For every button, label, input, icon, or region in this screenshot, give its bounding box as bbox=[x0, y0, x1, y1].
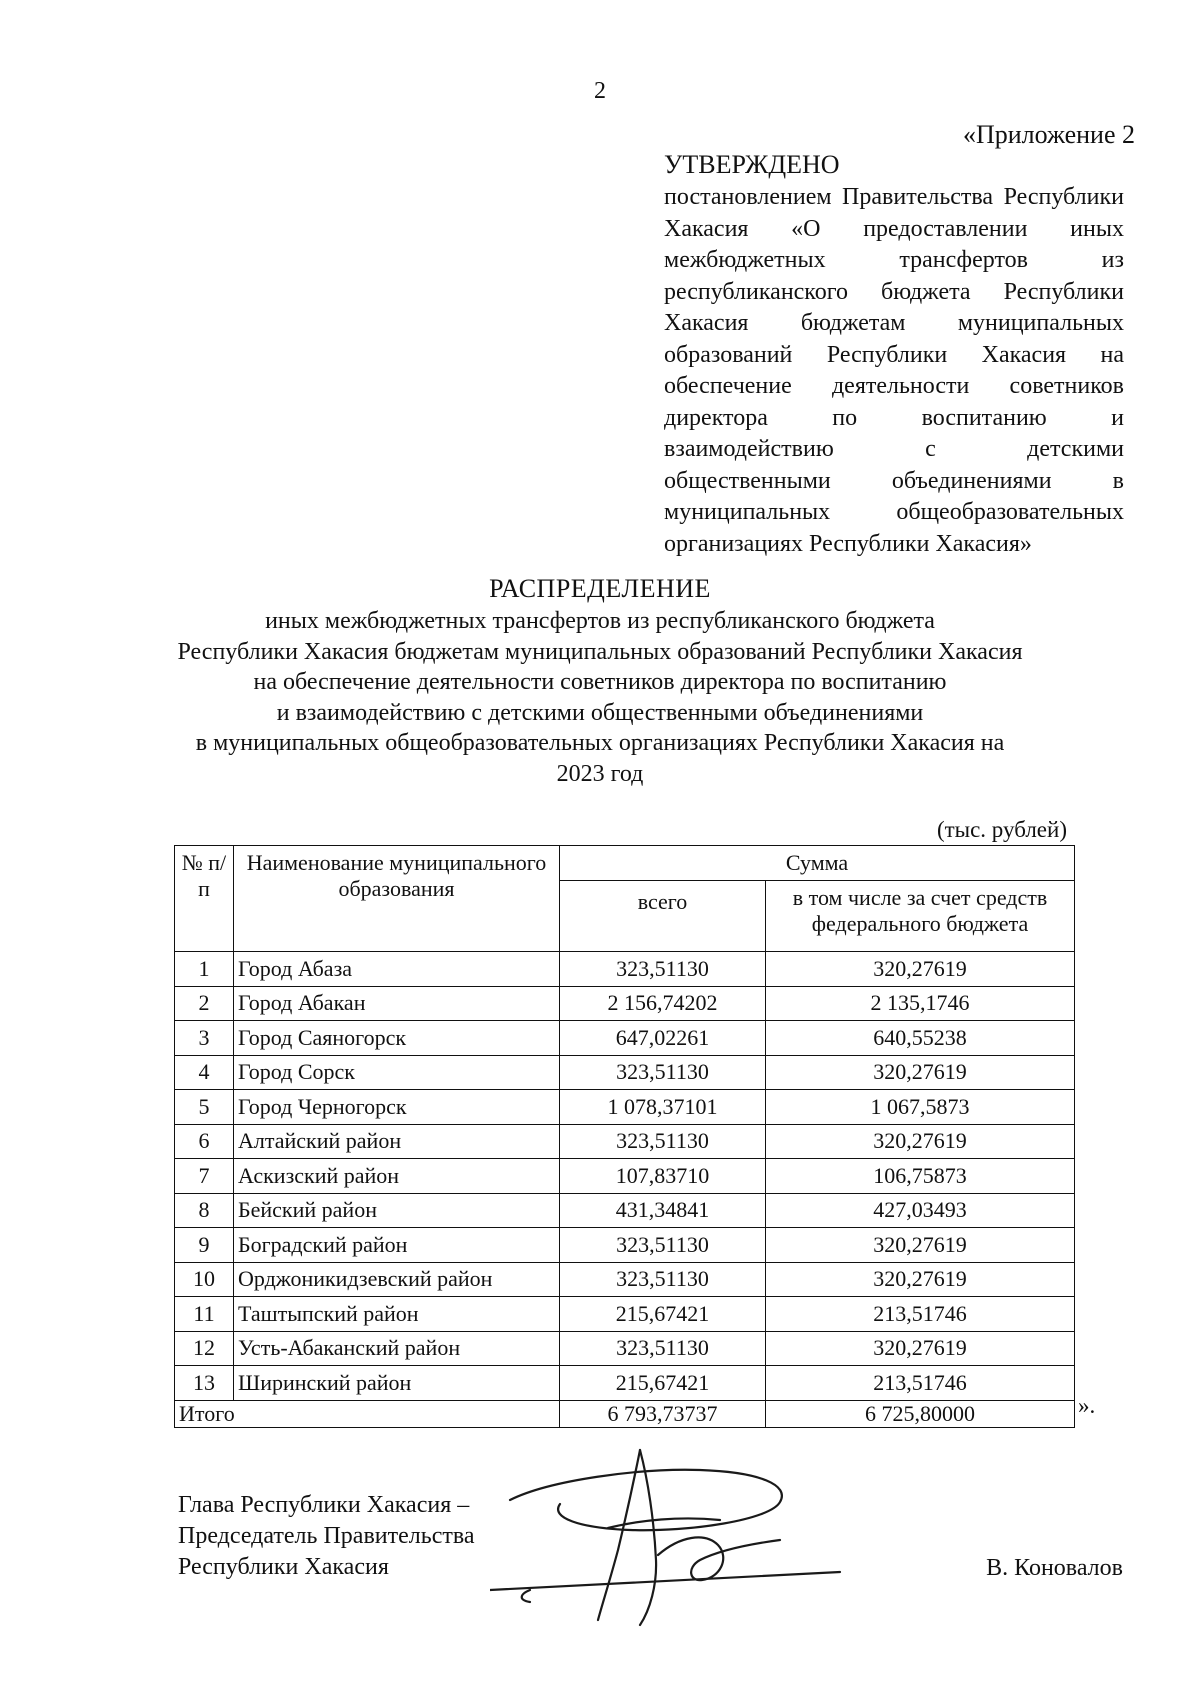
row-num-cell: 5 bbox=[175, 1090, 234, 1125]
row-federal-cell: 320,27619 bbox=[766, 1228, 1075, 1263]
table-row bbox=[175, 1193, 1075, 1228]
table-row bbox=[175, 1331, 1075, 1366]
row-federal-cell: 320,27619 bbox=[766, 1124, 1075, 1159]
approval-text: постановлением Правительства Республики Хакасия «О предоставлении иных межбюджетных трансфертов из республиканского бюджета Республики Хакасия бюджетам муниципальных образований Республики Хакасия на обеспечение деятельности советников директора по воспитанию и взаимодействию с детскими общественными объединениями в муниципальных общеобразовательных организациях Республики Хакасия» bbox=[664, 184, 1124, 557]
handwritten-signature bbox=[490, 1440, 850, 1630]
row-name-cell: Город Абакан bbox=[234, 986, 560, 1021]
row-name-cell: Город Абаза bbox=[234, 952, 560, 987]
table-row bbox=[175, 1297, 1075, 1332]
table-row bbox=[175, 1228, 1075, 1263]
signature-title bbox=[178, 1490, 475, 1583]
row-federal-cell: 1 067,5873 bbox=[766, 1090, 1075, 1125]
row-name-cell: Алтайский район bbox=[234, 1124, 560, 1159]
header-total: всего bbox=[560, 881, 766, 952]
row-name-cell: Город Саяногорск bbox=[234, 1021, 560, 1056]
row-total-cell: 1 078,37101 bbox=[560, 1090, 766, 1125]
row-name-cell: Аскизский район bbox=[234, 1159, 560, 1194]
row-federal-cell: 320,27619 bbox=[766, 1331, 1075, 1366]
row-num-cell: 9 bbox=[175, 1228, 234, 1263]
row-num-cell: 12 bbox=[175, 1331, 234, 1366]
row-federal-cell: 640,55238 bbox=[766, 1021, 1075, 1056]
header-name: Наименование муниципального образования bbox=[234, 846, 560, 952]
row-federal-cell: 320,27619 bbox=[766, 1055, 1075, 1090]
document-heading bbox=[100, 572, 1100, 789]
document-title: РАСПРЕДЕЛЕНИЕ bbox=[489, 574, 711, 603]
signatory-name: В. Коновалов bbox=[986, 1555, 1123, 1581]
table-row bbox=[175, 1159, 1075, 1194]
row-num-cell: 10 bbox=[175, 1262, 234, 1297]
page-number: 2 bbox=[594, 78, 606, 104]
row-num-cell: 13 bbox=[175, 1366, 234, 1401]
row-num-cell: 11 bbox=[175, 1297, 234, 1332]
signature-line: Председатель Правительства bbox=[178, 1523, 475, 1549]
table-row bbox=[175, 1366, 1075, 1401]
row-federal-cell: 2 135,1746 bbox=[766, 986, 1075, 1021]
row-federal-cell: 213,51746 bbox=[766, 1297, 1075, 1332]
subtitle-line: на обеспечение деятельности советников директора по воспитанию bbox=[253, 669, 947, 695]
header-sum: Сумма bbox=[560, 846, 1075, 881]
total-label: Итого bbox=[175, 1400, 560, 1427]
row-name-cell: Боградский район bbox=[234, 1228, 560, 1263]
row-total-cell: 323,51130 bbox=[560, 1055, 766, 1090]
distribution-table bbox=[174, 845, 1075, 1428]
table-row bbox=[175, 1262, 1075, 1297]
total-sum: 6 793,73737 bbox=[560, 1400, 766, 1427]
row-num-cell: 3 bbox=[175, 1021, 234, 1056]
row-federal-cell: 320,27619 bbox=[766, 1262, 1075, 1297]
row-total-cell: 215,67421 bbox=[560, 1366, 766, 1401]
units-label: (тыс. рублей) bbox=[936, 817, 1067, 842]
row-federal-cell: 320,27619 bbox=[766, 952, 1075, 987]
row-name-cell: Бейский район bbox=[234, 1193, 560, 1228]
appendix-label: «Приложение 2 bbox=[962, 120, 1135, 149]
row-total-cell: 323,51130 bbox=[560, 1331, 766, 1366]
approval-block bbox=[664, 148, 1124, 560]
row-num-cell: 4 bbox=[175, 1055, 234, 1090]
row-total-cell: 323,51130 bbox=[560, 1228, 766, 1263]
row-name-cell: Ширинский район bbox=[234, 1366, 560, 1401]
row-total-cell: 431,34841 bbox=[560, 1193, 766, 1228]
total-federal: 6 725,80000 bbox=[766, 1400, 1075, 1427]
table-body bbox=[175, 952, 1075, 1401]
row-total-cell: 2 156,74202 bbox=[560, 986, 766, 1021]
table-row bbox=[175, 1021, 1075, 1056]
row-total-cell: 215,67421 bbox=[560, 1297, 766, 1332]
document-subtitle bbox=[100, 606, 1100, 789]
row-total-cell: 323,51130 bbox=[560, 952, 766, 987]
row-num-cell: 8 bbox=[175, 1193, 234, 1228]
table-row bbox=[175, 986, 1075, 1021]
row-num-cell: 2 bbox=[175, 986, 234, 1021]
row-name-cell: Город Черногорск bbox=[234, 1090, 560, 1125]
header-num: № п/п bbox=[175, 846, 234, 952]
row-federal-cell: 427,03493 bbox=[766, 1193, 1075, 1228]
signature-line: Глава Республики Хакасия – bbox=[178, 1492, 470, 1518]
row-name-cell: Усть-Абаканский район bbox=[234, 1331, 560, 1366]
total-row bbox=[175, 1400, 1075, 1427]
row-num-cell: 1 bbox=[175, 952, 234, 987]
table-row bbox=[175, 952, 1075, 987]
row-total-cell: 107,83710 bbox=[560, 1159, 766, 1194]
row-federal-cell: 213,51746 bbox=[766, 1366, 1075, 1401]
subtitle-line: Республики Хакасия бюджетам муниципальных образований Республики Хакасия bbox=[177, 638, 1023, 665]
subtitle-line: 2023 год bbox=[556, 760, 644, 787]
signature-line: Республики Хакасия bbox=[178, 1554, 389, 1580]
table-row bbox=[175, 1055, 1075, 1090]
row-num-cell: 7 bbox=[175, 1159, 234, 1194]
subtitle-line: иных межбюджетных трансфертов из республиканского бюджета bbox=[265, 608, 935, 634]
row-name-cell: Город Сорск bbox=[234, 1055, 560, 1090]
table-row bbox=[175, 1090, 1075, 1125]
row-num-cell: 6 bbox=[175, 1124, 234, 1159]
closing-quote: ». bbox=[1078, 1393, 1096, 1418]
table-row bbox=[175, 1124, 1075, 1159]
row-federal-cell: 106,75873 bbox=[766, 1159, 1075, 1194]
subtitle-line: в муниципальных общеобразовательных организациях Республики Хакасия на bbox=[195, 730, 1005, 756]
header-federal: в том числе за счет средств федерального бюджета bbox=[766, 881, 1075, 952]
row-name-cell: Таштыпский район bbox=[234, 1297, 560, 1332]
row-total-cell: 323,51130 bbox=[560, 1262, 766, 1297]
approved-word: УТВЕРЖДЕНО bbox=[664, 150, 840, 179]
row-total-cell: 647,02261 bbox=[560, 1021, 766, 1056]
row-name-cell: Орджоникидзевский район bbox=[234, 1262, 560, 1297]
subtitle-line: и взаимодействию с детскими общественными объединениями bbox=[276, 699, 924, 726]
row-total-cell: 323,51130 bbox=[560, 1124, 766, 1159]
